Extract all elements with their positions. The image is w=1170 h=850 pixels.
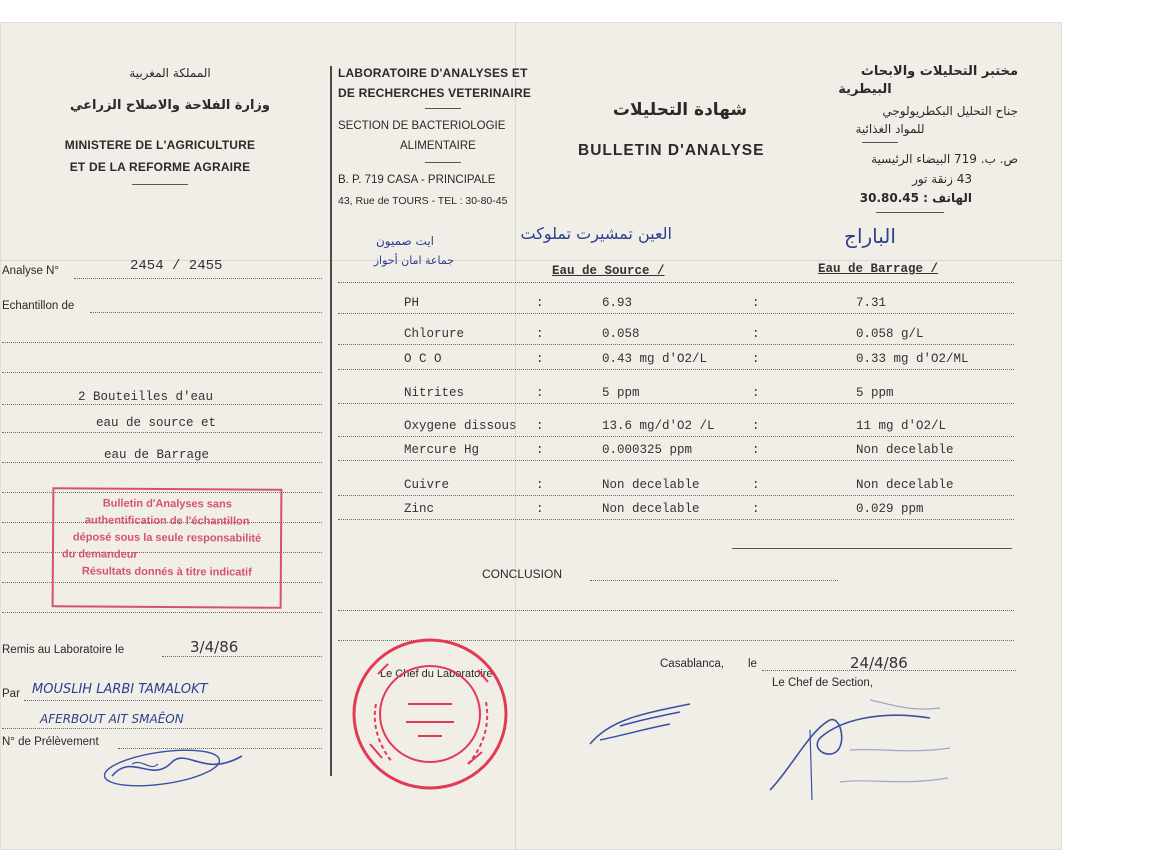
conclusion-line [590, 580, 838, 581]
table-line [338, 495, 1014, 496]
ministry-arabic: وزارة الفلاحة والاصلاح الزراعي [70, 98, 270, 113]
laboratory-seal [348, 634, 512, 794]
form-line [2, 342, 322, 343]
result-separator: : [752, 502, 760, 516]
sample-desc-3: eau de Barrage [104, 448, 210, 462]
title-french: BULLETIN D'ANALYSE [578, 142, 765, 159]
lab-line1: LABORATOIRE D'ANALYSES ET [338, 66, 528, 80]
result-parameter: Nitrites [404, 386, 465, 400]
form-line [2, 612, 322, 613]
kingdom-arabic: المملكة المغربية [129, 66, 211, 80]
column-header-barrage: Eau de Barrage / [818, 262, 939, 276]
result-source-value: 5 ppm [602, 386, 640, 400]
result-separator: : [536, 352, 544, 366]
city-label: Casablanca, [660, 658, 724, 670]
result-separator: : [752, 419, 760, 433]
result-separator: : [752, 352, 760, 366]
form-line [24, 700, 322, 701]
result-separator: : [536, 419, 544, 433]
result-parameter: Chlorure [404, 327, 465, 341]
table-line [338, 403, 1014, 404]
table-line [338, 282, 1014, 283]
issue-date: 24/4/86 [850, 654, 908, 672]
result-source-value: 0.058 [602, 327, 640, 341]
prelevement-label: N° de Prélèvement [2, 736, 99, 748]
disclaimer-stamp [52, 487, 283, 609]
ministry-line1: MINISTERE DE L'AGRICULTURE [64, 138, 256, 152]
form-line [2, 462, 322, 463]
table-line [338, 313, 1014, 314]
signature-mark [720, 690, 960, 810]
result-source-value: 0.43 mg d'O2/L [602, 352, 708, 366]
table-line [338, 344, 1014, 345]
echantillon-label: Echantillon de [2, 300, 75, 312]
sample-desc-1: 2 Bouteilles d'eau [78, 390, 214, 404]
source-arabic-note-2: ايت صميون [375, 234, 434, 248]
result-barrage-value: 0.058 g/L [856, 327, 924, 341]
result-parameter: Zinc [404, 502, 435, 516]
result-separator: : [536, 296, 544, 310]
divider [425, 108, 461, 109]
result-separator: : [536, 502, 544, 516]
result-barrage-value: 0.029 ppm [856, 502, 924, 516]
result-barrage-value: Non decelable [856, 478, 954, 492]
result-barrage-value: 5 ppm [856, 386, 894, 400]
lab-arabic-line2: البيطرية [838, 82, 892, 97]
chef-labo-label: Le Chef du Laboratoire [380, 668, 493, 680]
sample-desc-2: eau de source et [96, 416, 217, 430]
result-source-value: 13.6 mg/d'O2 /L [602, 419, 715, 433]
form-line [2, 728, 322, 729]
divider [732, 548, 1012, 549]
result-separator: : [536, 386, 544, 400]
result-parameter: Cuivre [404, 478, 450, 492]
form-line [74, 278, 322, 279]
analyse-label: Analyse N° [2, 265, 60, 277]
column-header-source: Eau de Source / [552, 264, 665, 278]
result-barrage-value: 7.31 [856, 296, 887, 310]
form-line [2, 404, 322, 405]
result-parameter: Mercure Hg [404, 443, 480, 457]
conclusion-label: CONCLUSION [482, 567, 563, 581]
table-line [338, 460, 1014, 461]
result-source-value: Non decelable [602, 478, 700, 492]
remis-date: 3/4/86 [190, 638, 239, 656]
result-parameter: PH [404, 296, 420, 310]
stamp-line: Bulletin d'Analyses sans [102, 497, 232, 511]
form-line [2, 432, 322, 433]
result-barrage-value: Non decelable [856, 443, 954, 457]
result-separator: : [752, 327, 760, 341]
title-arabic: شهادة التحليلات [612, 100, 748, 120]
lab-line2: DE RECHERCHES VETERINAIRE [338, 86, 532, 100]
result-separator: : [752, 386, 760, 400]
table-line [338, 369, 1014, 370]
conclusion-line [338, 610, 1014, 611]
result-parameter: O C O [404, 352, 442, 366]
analyse-number: 2454 / 2455 [130, 258, 223, 274]
result-separator: : [536, 327, 544, 341]
chef-section-label: Le Chef de Section, [772, 677, 874, 689]
bp-line: B. P. 719 CASA - PRINCIPALE [338, 174, 496, 186]
stamp-line: authentification de l'échantillon [84, 514, 250, 528]
stamp-line: Résultats donnés à titre indicatif [81, 565, 252, 579]
result-source-value: Non decelable [602, 502, 700, 516]
result-barrage-value: 0.33 mg d'O2/ML [856, 352, 969, 366]
column-divider [330, 66, 332, 776]
result-separator: : [752, 296, 760, 310]
barrage-arabic-note: الباراج [844, 224, 896, 248]
submitter-place: AFERBOUT AIT SMAÊON [40, 712, 184, 726]
divider [876, 212, 944, 213]
form-line [90, 312, 322, 313]
result-separator: : [536, 478, 544, 492]
source-arabic-note: العين تمشيرت تملوكت [520, 224, 672, 243]
result-source-value: 0.000325 ppm [602, 443, 693, 457]
result-parameter: Oxygene dissous [404, 419, 517, 433]
source-arabic-note-3: جماعة امان أحواز [373, 254, 454, 267]
section-line1: SECTION DE BACTERIOLOGIE [338, 120, 506, 132]
lab-arabic-line5: ص. ب. 719 البيضاء الرئيسية [871, 152, 1018, 166]
le-label: le [748, 658, 757, 670]
divider [132, 184, 188, 185]
address-line: 43, Rue de TOURS - TEL : 30-80-45 [338, 195, 508, 207]
divider [425, 162, 461, 163]
lab-arabic-line3: جناح التحليل البكطريولوجي [882, 104, 1018, 118]
signature-mark [92, 740, 262, 796]
result-barrage-value: 11 mg d'O2/L [856, 419, 947, 433]
submitter-name: MOUSLIH LARBI TAMALOKT [32, 682, 208, 697]
form-line [2, 372, 322, 373]
signature-mark [580, 690, 710, 760]
stamp-line: du demandeur [61, 548, 138, 561]
form-line [162, 656, 322, 657]
par-label: Par [2, 688, 20, 700]
lab-arabic-line1: مختبر التحليلات والابحاث [860, 64, 1018, 79]
result-separator: : [752, 478, 760, 492]
lab-arabic-line4: للمواد الغذائية [855, 122, 925, 136]
section-line2: ALIMENTAIRE [400, 140, 476, 152]
divider [862, 142, 898, 143]
stamp-line: déposé sous la seule responsabilité [72, 531, 262, 545]
ministry-line2: ET DE LA REFORME AGRAIRE [69, 160, 251, 174]
lab-arabic-line6: 43 زنقة تور [912, 172, 972, 186]
remis-label: Remis au Laboratoire le [2, 644, 125, 656]
result-separator: : [536, 443, 544, 457]
result-separator: : [752, 443, 760, 457]
table-line [338, 519, 1014, 520]
lab-arabic-line7: الهاتف : 30.80.45 [859, 191, 972, 205]
table-line [338, 436, 1014, 437]
result-source-value: 6.93 [602, 296, 633, 310]
